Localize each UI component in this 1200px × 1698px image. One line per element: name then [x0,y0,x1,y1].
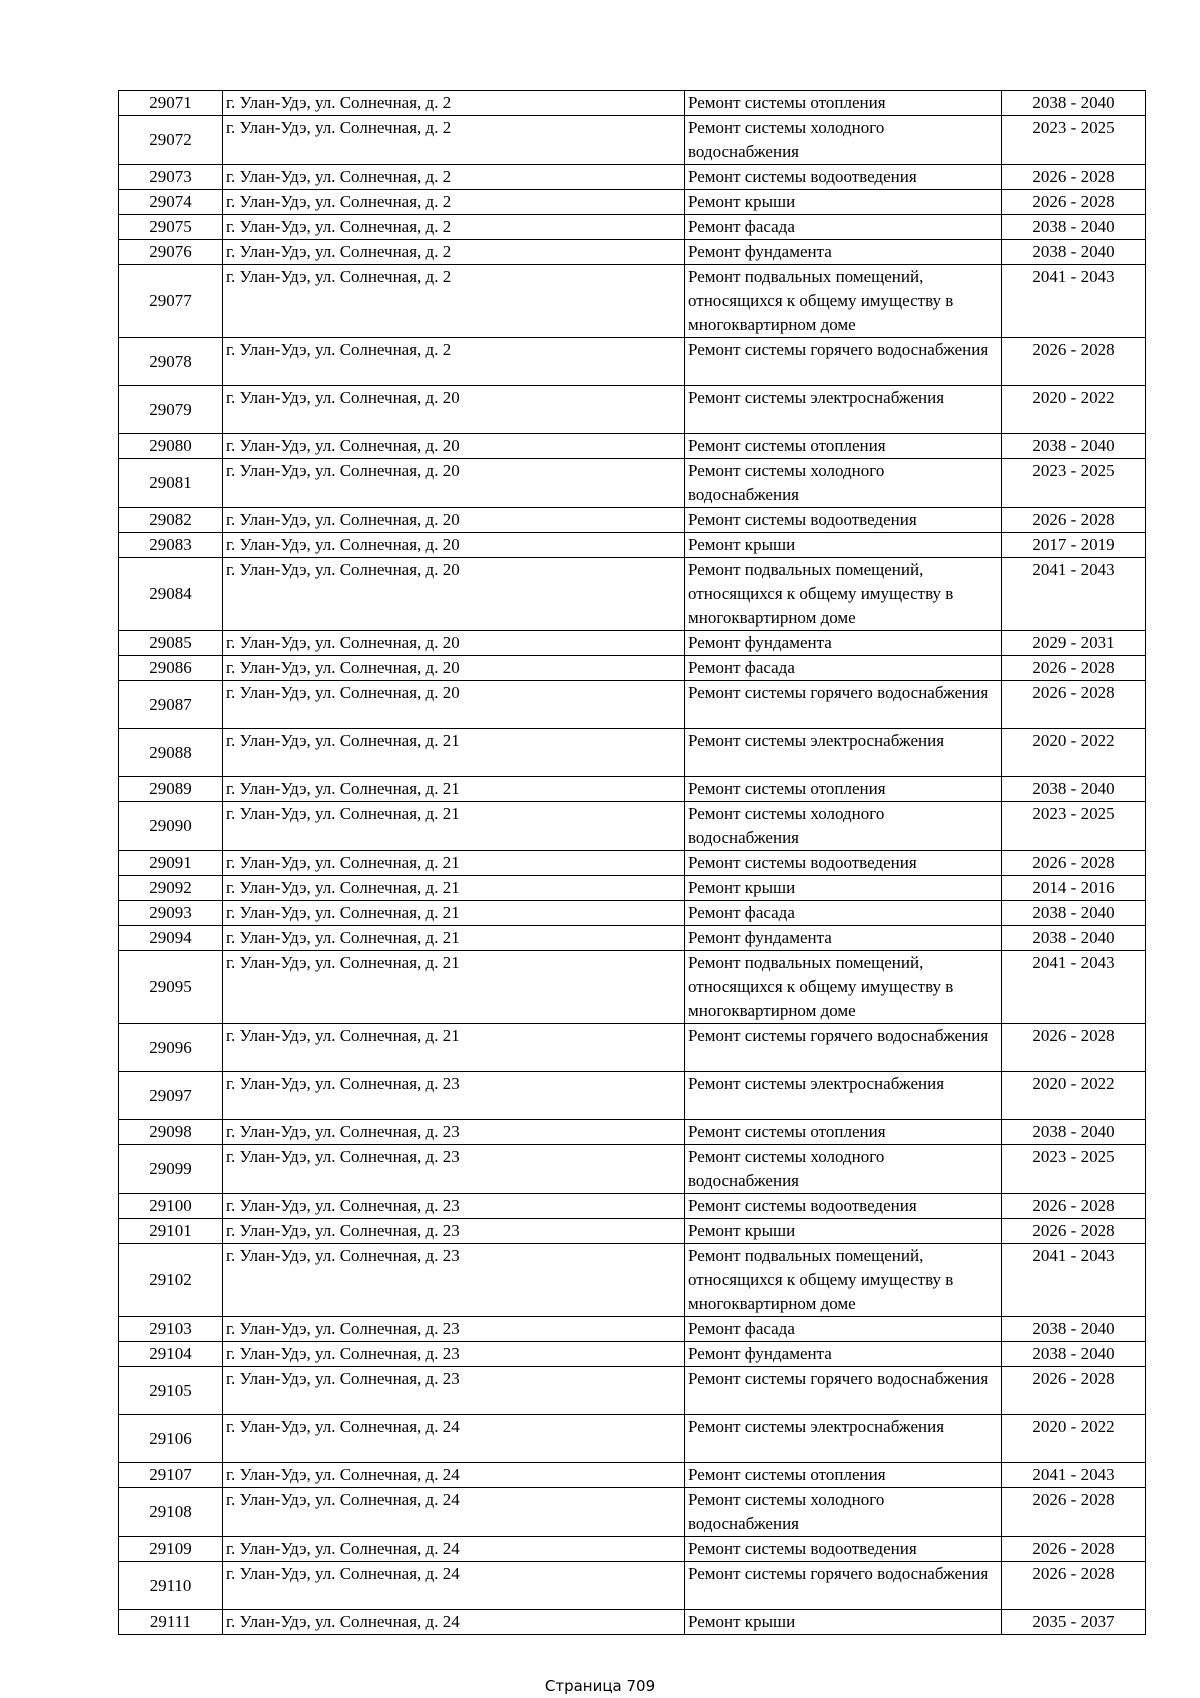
table-row [119,1024,1146,1072]
table-row [119,1610,1146,1635]
work-type-cell: Ремонт системы отопления [685,777,1002,802]
years-cell: 2026 - 2028 [1002,1537,1146,1562]
table-row [119,386,1146,434]
work-type-cell: Ремонт системы водоотведения [685,165,1002,190]
work-type-cell: Ремонт системы электроснабжения [685,1072,1002,1120]
years-cell: 2041 - 2043 [1002,1244,1146,1317]
row-number-cell: 29081 [119,459,223,508]
work-type-cell: Ремонт системы холодного водоснабжения [685,1488,1002,1537]
years-cell: 2026 - 2028 [1002,1219,1146,1244]
row-number-cell: 29091 [119,851,223,876]
row-number-cell: 29096 [119,1024,223,1072]
work-type-cell: Ремонт системы холодного водоснабжения [685,116,1002,165]
years-cell: 2026 - 2028 [1002,1367,1146,1415]
address-cell: г. Улан-Удэ, ул. Солнечная, д. 21 [223,802,685,851]
work-type-cell: Ремонт фасада [685,1317,1002,1342]
address-cell: г. Улан-Удэ, ул. Солнечная, д. 20 [223,508,685,533]
address-cell: г. Улан-Удэ, ул. Солнечная, д. 20 [223,533,685,558]
table-row [119,1367,1146,1415]
row-number-cell: 29085 [119,631,223,656]
table-row [119,240,1146,265]
row-number-cell: 29102 [119,1244,223,1317]
address-cell: г. Улан-Удэ, ул. Солнечная, д. 24 [223,1562,685,1610]
table-row [119,116,1146,165]
row-number-cell: 29100 [119,1194,223,1219]
table-row [119,901,1146,926]
years-cell: 2026 - 2028 [1002,656,1146,681]
years-cell: 2029 - 2031 [1002,631,1146,656]
table-row [119,558,1146,631]
table-row [119,1342,1146,1367]
address-cell: г. Улан-Удэ, ул. Солнечная, д. 2 [223,116,685,165]
address-cell: г. Улан-Удэ, ул. Солнечная, д. 21 [223,901,685,926]
address-cell: г. Улан-Удэ, ул. Солнечная, д. 23 [223,1194,685,1219]
table-row [119,876,1146,901]
row-number-cell: 29084 [119,558,223,631]
years-cell: 2038 - 2040 [1002,215,1146,240]
table-row [119,1120,1146,1145]
table-row [119,338,1146,386]
work-type-cell: Ремонт крыши [685,876,1002,901]
work-type-cell: Ремонт системы отопления [685,91,1002,116]
table-row [119,1219,1146,1244]
row-number-cell: 29111 [119,1610,223,1635]
row-number-cell: 29090 [119,802,223,851]
address-cell: г. Улан-Удэ, ул. Солнечная, д. 21 [223,876,685,901]
years-cell: 2014 - 2016 [1002,876,1146,901]
work-type-cell: Ремонт системы отопления [685,1463,1002,1488]
table-row [119,190,1146,215]
years-cell: 2023 - 2025 [1002,802,1146,851]
years-cell: 2026 - 2028 [1002,1562,1146,1610]
table-row [119,631,1146,656]
table-row [119,1145,1146,1194]
work-type-cell: Ремонт подвальных помещений, относящихся к общему имуществу в многоквартирном доме [685,1244,1002,1317]
work-type-cell: Ремонт системы горячего водоснабжения [685,681,1002,729]
table-row [119,1194,1146,1219]
years-cell: 2026 - 2028 [1002,681,1146,729]
work-type-cell: Ремонт системы водоотведения [685,1194,1002,1219]
row-number-cell: 29098 [119,1120,223,1145]
years-cell: 2041 - 2043 [1002,951,1146,1024]
row-number-cell: 29104 [119,1342,223,1367]
table-row [119,508,1146,533]
work-type-cell: Ремонт системы горячего водоснабжения [685,338,1002,386]
work-type-cell: Ремонт подвальных помещений, относящихся к общему имуществу в многоквартирном доме [685,265,1002,338]
address-cell: г. Улан-Удэ, ул. Солнечная, д. 20 [223,434,685,459]
row-number-cell: 29109 [119,1537,223,1562]
address-cell: г. Улан-Удэ, ул. Солнечная, д. 23 [223,1072,685,1120]
address-cell: г. Улан-Удэ, ул. Солнечная, д. 21 [223,777,685,802]
row-number-cell: 29079 [119,386,223,434]
years-cell: 2038 - 2040 [1002,777,1146,802]
years-cell: 2038 - 2040 [1002,1120,1146,1145]
row-number-cell: 29083 [119,533,223,558]
row-number-cell: 29093 [119,901,223,926]
work-type-cell: Ремонт подвальных помещений, относящихся к общему имуществу в многоквартирном доме [685,951,1002,1024]
years-cell: 2038 - 2040 [1002,91,1146,116]
table-row [119,681,1146,729]
table-row [119,1244,1146,1317]
row-number-cell: 29101 [119,1219,223,1244]
work-type-cell: Ремонт системы водоотведения [685,1537,1002,1562]
address-cell: г. Улан-Удэ, ул. Солнечная, д. 24 [223,1610,685,1635]
table-row [119,656,1146,681]
table-row [119,91,1146,116]
address-cell: г. Улан-Удэ, ул. Солнечная, д. 2 [223,338,685,386]
table-row [119,1537,1146,1562]
address-cell: г. Улан-Удэ, ул. Солнечная, д. 20 [223,558,685,631]
years-cell: 2026 - 2028 [1002,1024,1146,1072]
work-type-cell: Ремонт фундамента [685,240,1002,265]
work-type-cell: Ремонт системы водоотведения [685,508,1002,533]
years-cell: 2020 - 2022 [1002,1072,1146,1120]
years-cell: 2038 - 2040 [1002,1342,1146,1367]
work-type-cell: Ремонт крыши [685,1610,1002,1635]
years-cell: 2026 - 2028 [1002,1488,1146,1537]
table-row [119,434,1146,459]
row-number-cell: 29105 [119,1367,223,1415]
table-row [119,729,1146,777]
row-number-cell: 29071 [119,91,223,116]
years-cell: 2026 - 2028 [1002,165,1146,190]
row-number-cell: 29073 [119,165,223,190]
work-type-cell: Ремонт системы холодного водоснабжения [685,802,1002,851]
table-row [119,1415,1146,1463]
address-cell: г. Улан-Удэ, ул. Солнечная, д. 23 [223,1219,685,1244]
address-cell: г. Улан-Удэ, ул. Солнечная, д. 21 [223,926,685,951]
table-row [119,777,1146,802]
address-cell: г. Улан-Удэ, ул. Солнечная, д. 2 [223,190,685,215]
address-cell: г. Улан-Удэ, ул. Солнечная, д. 2 [223,240,685,265]
row-number-cell: 29092 [119,876,223,901]
years-cell: 2020 - 2022 [1002,1415,1146,1463]
years-cell: 2023 - 2025 [1002,1145,1146,1194]
years-cell: 2023 - 2025 [1002,459,1146,508]
table-row [119,1488,1146,1537]
address-cell: г. Улан-Удэ, ул. Солнечная, д. 21 [223,951,685,1024]
repair-schedule-table [118,90,1146,1635]
table-row [119,165,1146,190]
table-row [119,1072,1146,1120]
address-cell: г. Улан-Удэ, ул. Солнечная, д. 23 [223,1342,685,1367]
address-cell: г. Улан-Удэ, ул. Солнечная, д. 23 [223,1244,685,1317]
row-number-cell: 29110 [119,1562,223,1610]
years-cell: 2026 - 2028 [1002,1194,1146,1219]
work-type-cell: Ремонт системы горячего водоснабжения [685,1367,1002,1415]
address-cell: г. Улан-Удэ, ул. Солнечная, д. 24 [223,1488,685,1537]
years-cell: 2026 - 2028 [1002,190,1146,215]
years-cell: 2020 - 2022 [1002,386,1146,434]
row-number-cell: 29077 [119,265,223,338]
table-row [119,1317,1146,1342]
row-number-cell: 29108 [119,1488,223,1537]
row-number-cell: 29088 [119,729,223,777]
row-number-cell: 29095 [119,951,223,1024]
row-number-cell: 29074 [119,190,223,215]
work-type-cell: Ремонт фундамента [685,926,1002,951]
work-type-cell: Ремонт системы электроснабжения [685,1415,1002,1463]
years-cell: 2038 - 2040 [1002,1317,1146,1342]
address-cell: г. Улан-Удэ, ул. Солнечная, д. 20 [223,656,685,681]
years-cell: 2035 - 2037 [1002,1610,1146,1635]
row-number-cell: 29086 [119,656,223,681]
row-number-cell: 29075 [119,215,223,240]
work-type-cell: Ремонт фасада [685,656,1002,681]
work-type-cell: Ремонт фундамента [685,1342,1002,1367]
row-number-cell: 29103 [119,1317,223,1342]
years-cell: 2023 - 2025 [1002,116,1146,165]
address-cell: г. Улан-Удэ, ул. Солнечная, д. 20 [223,631,685,656]
years-cell: 2038 - 2040 [1002,240,1146,265]
work-type-cell: Ремонт системы отопления [685,1120,1002,1145]
work-type-cell: Ремонт крыши [685,533,1002,558]
address-cell: г. Улан-Удэ, ул. Солнечная, д. 20 [223,681,685,729]
work-type-cell: Ремонт системы отопления [685,434,1002,459]
address-cell: г. Улан-Удэ, ул. Солнечная, д. 24 [223,1463,685,1488]
address-cell: г. Улан-Удэ, ул. Солнечная, д. 23 [223,1120,685,1145]
years-cell: 2038 - 2040 [1002,434,1146,459]
address-cell: г. Улан-Удэ, ул. Солнечная, д. 24 [223,1415,685,1463]
row-number-cell: 29076 [119,240,223,265]
table-row [119,802,1146,851]
table-row [119,951,1146,1024]
table-row [119,459,1146,508]
row-number-cell: 29099 [119,1145,223,1194]
work-type-cell: Ремонт системы холодного водоснабжения [685,1145,1002,1194]
address-cell: г. Улан-Удэ, ул. Солнечная, д. 23 [223,1145,685,1194]
table-row [119,533,1146,558]
repair-schedule-table-wrapper [118,90,1145,1635]
work-type-cell: Ремонт системы холодного водоснабжения [685,459,1002,508]
table-row [119,851,1146,876]
work-type-cell: Ремонт системы горячего водоснабжения [685,1562,1002,1610]
page-number: Страница 709 [544,1677,656,1695]
row-number-cell: 29072 [119,116,223,165]
address-cell: г. Улан-Удэ, ул. Солнечная, д. 24 [223,1537,685,1562]
years-cell: 2041 - 2043 [1002,558,1146,631]
work-type-cell: Ремонт системы электроснабжения [685,386,1002,434]
work-type-cell: Ремонт подвальных помещений, относящихся к общему имуществу в многоквартирном доме [685,558,1002,631]
work-type-cell: Ремонт крыши [685,190,1002,215]
row-number-cell: 29089 [119,777,223,802]
years-cell: 2017 - 2019 [1002,533,1146,558]
row-number-cell: 29097 [119,1072,223,1120]
row-number-cell: 29107 [119,1463,223,1488]
years-cell: 2026 - 2028 [1002,338,1146,386]
years-cell: 2038 - 2040 [1002,926,1146,951]
row-number-cell: 29082 [119,508,223,533]
work-type-cell: Ремонт крыши [685,1219,1002,1244]
table-row [119,926,1146,951]
row-number-cell: 29080 [119,434,223,459]
row-number-cell: 29094 [119,926,223,951]
address-cell: г. Улан-Удэ, ул. Солнечная, д. 21 [223,1024,685,1072]
address-cell: г. Улан-Удэ, ул. Солнечная, д. 20 [223,386,685,434]
years-cell: 2038 - 2040 [1002,901,1146,926]
address-cell: г. Улан-Удэ, ул. Солнечная, д. 20 [223,459,685,508]
table-row [119,265,1146,338]
address-cell: г. Улан-Удэ, ул. Солнечная, д. 21 [223,851,685,876]
address-cell: г. Улан-Удэ, ул. Солнечная, д. 2 [223,215,685,240]
work-type-cell: Ремонт системы горячего водоснабжения [685,1024,1002,1072]
row-number-cell: 29078 [119,338,223,386]
address-cell: г. Улан-Удэ, ул. Солнечная, д. 23 [223,1367,685,1415]
work-type-cell: Ремонт фасада [685,901,1002,926]
years-cell: 2041 - 2043 [1002,265,1146,338]
table-row [119,215,1146,240]
address-cell: г. Улан-Удэ, ул. Солнечная, д. 21 [223,729,685,777]
years-cell: 2041 - 2043 [1002,1463,1146,1488]
address-cell: г. Улан-Удэ, ул. Солнечная, д. 2 [223,91,685,116]
years-cell: 2026 - 2028 [1002,508,1146,533]
row-number-cell: 29106 [119,1415,223,1463]
table-body [119,91,1146,1635]
work-type-cell: Ремонт системы электроснабжения [685,729,1002,777]
address-cell: г. Улан-Удэ, ул. Солнечная, д. 2 [223,265,685,338]
work-type-cell: Ремонт фасада [685,215,1002,240]
table-row [119,1463,1146,1488]
address-cell: г. Улан-Удэ, ул. Солнечная, д. 2 [223,165,685,190]
years-cell: 2026 - 2028 [1002,851,1146,876]
years-cell: 2020 - 2022 [1002,729,1146,777]
address-cell: г. Улан-Удэ, ул. Солнечная, д. 23 [223,1317,685,1342]
table-row [119,1562,1146,1610]
row-number-cell: 29087 [119,681,223,729]
work-type-cell: Ремонт системы водоотведения [685,851,1002,876]
work-type-cell: Ремонт фундамента [685,631,1002,656]
